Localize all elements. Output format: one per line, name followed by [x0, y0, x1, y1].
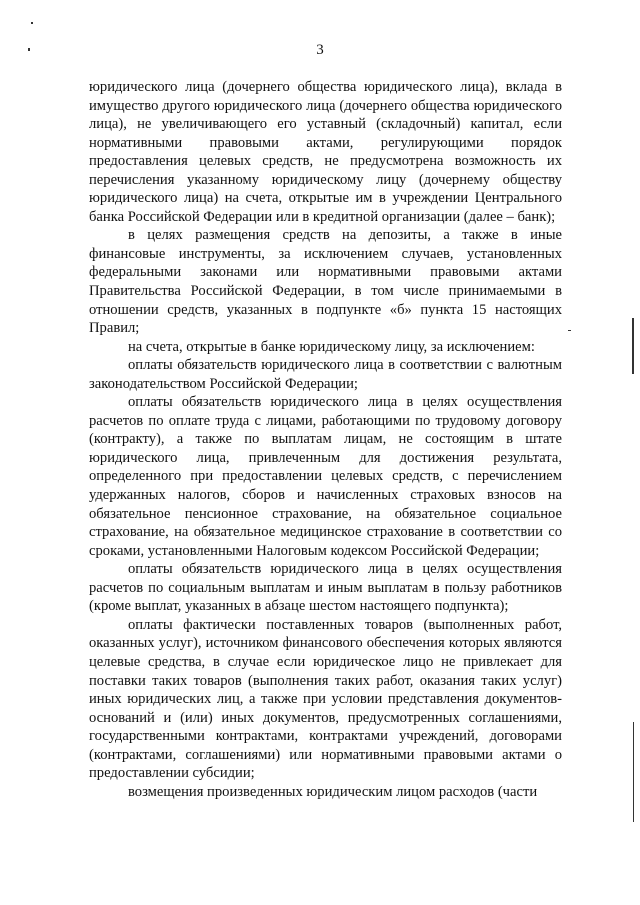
- paragraph: на счета, открытые в банке юридическому лицу, за исключением:: [128, 338, 535, 355]
- paragraph: возмещения произведенных юридическим лицом расходов (части: [128, 783, 538, 800]
- paragraph: оплаты обязательств юридического лица в соответствии с валютным законодательством Российской Федерации;: [89, 357, 562, 392]
- scan-edge-mark: [632, 318, 634, 374]
- paragraph: в целях размещения средств на депозиты, а также в иные финансовые инструменты, за исключением случаев, установленных федеральными законами или нормативными правовыми актами Правительства Российской Федерации, в том числе принимаемыми в отношении средств, указанных в подпункте «б» пункта 15 настоящих Правил;: [89, 227, 562, 337]
- paragraph: оплаты обязательств юридического лица в целях осуществления расчетов по оплате труда с лицами, работающими по трудовому договору (контракту), а также по выплатам лицам, не состоящим в штате юридического лица, привлеченным для достижения результата, определенного при предоставлении целевых средств, с перечислением удержанных налогов, сборов и начисленных страховых взносов на обязательное пенсионное страхование, на обязательное социальное страхование, на обязательное медицинское страхование в соответствии со сроками, установленными Налоговым кодексом Российской Федерации;: [89, 394, 562, 559]
- paragraph: оплаты обязательств юридического лица в целях осуществления расчетов по социальным выплатам и иным выплатам в пользу работников (кроме выплат, указанных в абзаце шестом настоящего подпункта);: [89, 561, 562, 615]
- document-body: [89, 78, 562, 801]
- scan-edge-mark: [633, 722, 634, 822]
- paragraph: оплаты фактически поставленных товаров (выполненных работ, оказанных услуг), источником финансового обеспечения которых являются целевые средства, в случае если юридическое лицо не привлекает для поставки таких товаров (выполнения таких работ, оказания таких услуг) иных юридических лиц, а также при условии представления документов-оснований и (или) иных документов, предусмотренных соглашениями, государственными контрактами, контрактами учреждений, договорами (контрактами, соглашениями) или нормативными правовыми актами о предоставлении субсидии;: [89, 616, 562, 782]
- scan-speck: [31, 22, 33, 24]
- scan-speck: [568, 330, 571, 331]
- page-number: 3: [316, 42, 324, 58]
- paragraph: юридического лица (дочернего общества юридического лица), вклада в имущество другого юридического лица (дочернего общества юридического лица), не увеличивающего его уставный (складочный) капитал, если нормативными правовыми актами, регулирующими порядок предоставления целевых средств, не предусмотрена возможность их перечисления указанному юридическому лицу (дочернему обществу юридического лица) на счета, открытые им в учреждении Центрального банка Российской Федерации или в кредитной организации (далее – банк);: [89, 79, 562, 225]
